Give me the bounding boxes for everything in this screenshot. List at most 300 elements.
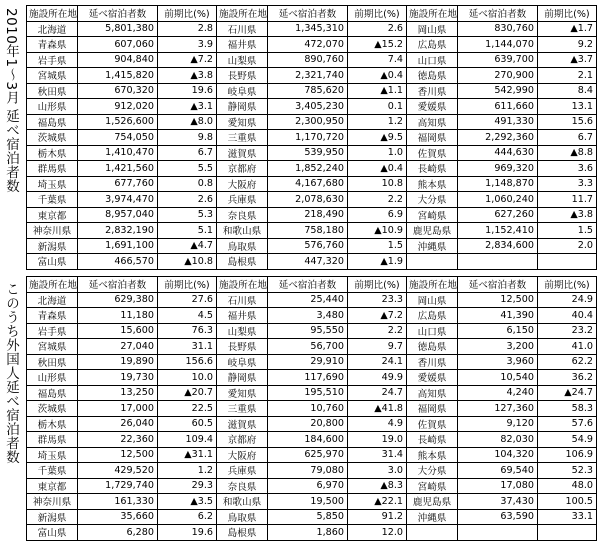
guests-cell: 6,150	[458, 323, 538, 339]
guests-cell: 447,320	[268, 254, 348, 270]
prefecture-cell: 山形県	[27, 370, 78, 386]
table-row	[27, 447, 597, 463]
guests-cell: 20,800	[268, 416, 348, 432]
header-location: 施設所在地	[27, 6, 78, 22]
ratio-cell: 23.2	[538, 323, 597, 339]
prefecture-cell: 沖縄県	[407, 238, 458, 254]
table-row	[27, 494, 597, 510]
ratio-cell: 5.5	[158, 161, 217, 177]
prefecture-cell: 島根県	[217, 254, 268, 270]
guests-cell: 63,590	[458, 509, 538, 525]
guests-cell: 19,890	[78, 354, 158, 370]
ratio-cell: ▲24.7	[538, 385, 597, 401]
guests-cell: 8,957,040	[78, 207, 158, 223]
header-ratio: 前期比(%)	[348, 277, 407, 293]
ratio-cell: ▲8.0	[158, 114, 217, 130]
ratio-cell: 6.2	[158, 509, 217, 525]
prefecture-cell: 静岡県	[217, 99, 268, 115]
ratio-cell: 33.1	[538, 509, 597, 525]
ratio-cell: ▲8.8	[538, 145, 597, 161]
header-ratio: 前期比(%)	[538, 277, 597, 293]
ratio-cell: 4.5	[158, 308, 217, 324]
ratio-cell: 5.3	[158, 207, 217, 223]
prefecture-cell: 秋田県	[27, 354, 78, 370]
guests-cell: 127,360	[458, 401, 538, 417]
table-row	[27, 176, 597, 192]
prefecture-cell	[407, 254, 458, 270]
ratio-cell: ▲7.2	[348, 308, 407, 324]
prefecture-cell: 千葉県	[27, 192, 78, 208]
header-guests: 延べ宿泊者数	[78, 6, 158, 22]
prefecture-cell: 大阪府	[217, 176, 268, 192]
header-guests: 延べ宿泊者数	[268, 6, 348, 22]
table-row	[27, 254, 597, 270]
ratio-cell: 1.5	[538, 223, 597, 239]
table-row	[27, 354, 597, 370]
prefecture-cell: 埼玉県	[27, 447, 78, 463]
guests-cell: 466,570	[78, 254, 158, 270]
ratio-cell: 0.8	[158, 176, 217, 192]
prefecture-cell: 鹿児島県	[407, 494, 458, 510]
guests-cell: 1,170,720	[268, 130, 348, 146]
prefecture-cell: 宮崎県	[407, 478, 458, 494]
guests-cell: 69,540	[458, 463, 538, 479]
table-row	[27, 223, 597, 239]
total-guests-table	[26, 5, 597, 270]
guests-cell: 5,801,380	[78, 21, 158, 37]
ratio-cell: 13.1	[538, 99, 597, 115]
ratio-cell: ▲3.7	[538, 52, 597, 68]
guests-cell: 56,700	[268, 339, 348, 355]
ratio-cell: ▲0.4	[348, 68, 407, 84]
guests-cell: 830,760	[458, 21, 538, 37]
prefecture-cell: 栃木県	[27, 416, 78, 432]
prefecture-cell: 愛知県	[217, 385, 268, 401]
prefecture-cell: 富山県	[27, 525, 78, 541]
table-row	[27, 339, 597, 355]
prefecture-cell: 京都府	[217, 161, 268, 177]
prefecture-cell: 福岡県	[407, 130, 458, 146]
table-row	[27, 238, 597, 254]
prefecture-cell: 鳥取県	[217, 238, 268, 254]
guests-cell: 270,900	[458, 68, 538, 84]
table-row	[27, 401, 597, 417]
prefecture-cell: 福井県	[217, 308, 268, 324]
prefecture-cell: 栃木県	[27, 145, 78, 161]
ratio-cell: 2.6	[158, 192, 217, 208]
ratio-cell: ▲3.8	[158, 68, 217, 84]
table-row	[27, 37, 597, 53]
prefecture-cell: 熊本県	[407, 176, 458, 192]
guests-cell: 12,500	[458, 292, 538, 308]
guests-cell: 37,430	[458, 494, 538, 510]
header-ratio: 前期比(%)	[538, 6, 597, 22]
guests-cell: 472,070	[268, 37, 348, 53]
prefecture-cell: 岩手県	[27, 323, 78, 339]
ratio-cell: 3.9	[158, 37, 217, 53]
guests-cell: 10,760	[268, 401, 348, 417]
prefecture-cell: 佐賀県	[407, 416, 458, 432]
guests-cell: 17,000	[78, 401, 158, 417]
prefecture-cell: 愛媛県	[407, 99, 458, 115]
guests-cell: 1,852,240	[268, 161, 348, 177]
ratio-cell: 2.1	[538, 68, 597, 84]
guests-cell: 1,144,070	[458, 37, 538, 53]
table-row	[27, 130, 597, 146]
ratio-cell: 24.7	[348, 385, 407, 401]
guests-cell: 1,345,310	[268, 21, 348, 37]
ratio-cell: 1.5	[348, 238, 407, 254]
prefecture-cell: 滋賀県	[217, 145, 268, 161]
guests-cell: 2,292,360	[458, 130, 538, 146]
table-row	[27, 416, 597, 432]
guests-cell: 10,540	[458, 370, 538, 386]
prefecture-cell: 島根県	[217, 525, 268, 541]
prefecture-cell: 長野県	[217, 68, 268, 84]
guests-cell: 3,405,230	[268, 99, 348, 115]
table-row	[27, 99, 597, 115]
ratio-cell: 1.2	[348, 114, 407, 130]
table-row	[27, 308, 597, 324]
prefecture-cell: 長野県	[217, 339, 268, 355]
prefecture-cell: 岡山県	[407, 292, 458, 308]
header-ratio: 前期比(%)	[158, 6, 217, 22]
prefecture-cell: 埼玉県	[27, 176, 78, 192]
guests-cell	[458, 525, 538, 541]
guests-cell: 29,910	[268, 354, 348, 370]
prefecture-cell: 秋田県	[27, 83, 78, 99]
ratio-cell: 40.4	[538, 308, 597, 324]
prefecture-cell: 鹿児島県	[407, 223, 458, 239]
header-location: 施設所在地	[217, 6, 268, 22]
prefecture-cell: 愛知県	[217, 114, 268, 130]
ratio-cell: 49.9	[348, 370, 407, 386]
ratio-cell: 9.7	[348, 339, 407, 355]
prefecture-cell: 千葉県	[27, 463, 78, 479]
ratio-cell: 19.0	[348, 432, 407, 448]
guests-cell: 27,040	[78, 339, 158, 355]
ratio-cell: 3.3	[538, 176, 597, 192]
prefecture-cell: 青森県	[27, 37, 78, 53]
prefecture-cell: 神奈川県	[27, 223, 78, 239]
prefecture-cell: 沖縄県	[407, 509, 458, 525]
ratio-cell: 24.9	[538, 292, 597, 308]
guests-cell: 670,320	[78, 83, 158, 99]
prefecture-cell: 群馬県	[27, 161, 78, 177]
prefecture-cell: 高知県	[407, 385, 458, 401]
ratio-cell: 3.0	[348, 463, 407, 479]
ratio-cell: ▲3.8	[538, 207, 597, 223]
prefecture-cell: 茨城県	[27, 401, 78, 417]
table-row	[27, 68, 597, 84]
table-row	[27, 370, 597, 386]
guests-cell: 13,250	[78, 385, 158, 401]
ratio-cell: 10.8	[348, 176, 407, 192]
guests-cell: 1,729,740	[78, 478, 158, 494]
prefecture-cell: 奈良県	[217, 207, 268, 223]
ratio-cell	[538, 525, 597, 541]
ratio-cell: 2.2	[348, 323, 407, 339]
prefecture-cell: 宮城県	[27, 339, 78, 355]
guests-cell: 2,832,190	[78, 223, 158, 239]
ratio-cell: 62.2	[538, 354, 597, 370]
prefecture-cell: 和歌山県	[217, 223, 268, 239]
guests-cell: 3,200	[458, 339, 538, 355]
prefecture-cell: 長崎県	[407, 161, 458, 177]
prefecture-cell: 岐阜県	[217, 354, 268, 370]
guests-cell: 218,490	[268, 207, 348, 223]
header-row	[27, 277, 597, 293]
prefecture-cell: 山口県	[407, 323, 458, 339]
guests-cell: 2,321,740	[268, 68, 348, 84]
ratio-cell: ▲3.5	[158, 494, 217, 510]
ratio-cell: 27.6	[158, 292, 217, 308]
prefecture-cell: 鳥取県	[217, 509, 268, 525]
prefecture-cell: 佐賀県	[407, 145, 458, 161]
guests-cell: 22,360	[78, 432, 158, 448]
header-guests: 延べ宿泊者数	[78, 277, 158, 293]
table-row	[27, 478, 597, 494]
prefecture-cell: 富山県	[27, 254, 78, 270]
prefecture-cell: 滋賀県	[217, 416, 268, 432]
table2-title: このうち外国人延べ宿泊者数	[3, 282, 19, 464]
ratio-cell: ▲15.2	[348, 37, 407, 53]
ratio-cell: ▲31.1	[158, 447, 217, 463]
ratio-cell: 48.0	[538, 478, 597, 494]
guests-cell: 1,415,820	[78, 68, 158, 84]
header-guests: 延べ宿泊者数	[458, 277, 538, 293]
ratio-cell: 156.6	[158, 354, 217, 370]
table-row	[27, 114, 597, 130]
prefecture-cell: 熊本県	[407, 447, 458, 463]
header-location: 施設所在地	[407, 6, 458, 22]
prefecture-cell: 大分県	[407, 192, 458, 208]
ratio-cell: 31.1	[158, 339, 217, 355]
ratio-cell: 22.5	[158, 401, 217, 417]
guests-cell: 629,380	[78, 292, 158, 308]
prefecture-cell: 石川県	[217, 21, 268, 37]
guests-cell: 184,600	[268, 432, 348, 448]
prefecture-cell: 山梨県	[217, 323, 268, 339]
ratio-cell: 10.0	[158, 370, 217, 386]
prefecture-cell	[407, 525, 458, 541]
prefecture-cell: 青森県	[27, 308, 78, 324]
table-row	[27, 52, 597, 68]
table-row	[27, 509, 597, 525]
prefecture-cell: 三重県	[217, 130, 268, 146]
table-row	[27, 463, 597, 479]
ratio-cell: 23.3	[348, 292, 407, 308]
prefecture-cell: 兵庫県	[217, 463, 268, 479]
ratio-cell: ▲20.7	[158, 385, 217, 401]
guests-cell: 95,550	[268, 323, 348, 339]
ratio-cell: 109.4	[158, 432, 217, 448]
guests-cell: 3,480	[268, 308, 348, 324]
guests-cell: 890,760	[268, 52, 348, 68]
guests-cell: 611,660	[458, 99, 538, 115]
prefecture-cell: 岐阜県	[217, 83, 268, 99]
ratio-cell: ▲3.1	[158, 99, 217, 115]
table-row	[27, 385, 597, 401]
guests-cell: 35,660	[78, 509, 158, 525]
header-ratio: 前期比(%)	[348, 6, 407, 22]
guests-cell: 1,152,410	[458, 223, 538, 239]
table-row	[27, 192, 597, 208]
header-row	[27, 6, 597, 22]
prefecture-cell: 大分県	[407, 463, 458, 479]
prefecture-cell: 高知県	[407, 114, 458, 130]
prefecture-cell: 徳島県	[407, 339, 458, 355]
prefecture-cell: 神奈川県	[27, 494, 78, 510]
ratio-cell: ▲8.3	[348, 478, 407, 494]
header-location: 施設所在地	[217, 277, 268, 293]
guests-cell: 195,510	[268, 385, 348, 401]
ratio-cell	[538, 254, 597, 270]
prefecture-cell: 山形県	[27, 99, 78, 115]
ratio-cell: 1.2	[158, 463, 217, 479]
guests-cell: 677,760	[78, 176, 158, 192]
ratio-cell: 19.6	[158, 83, 217, 99]
ratio-cell: ▲0.4	[348, 161, 407, 177]
ratio-cell: 0.1	[348, 99, 407, 115]
ratio-cell: 19.6	[158, 525, 217, 541]
prefecture-cell: 大阪府	[217, 447, 268, 463]
ratio-cell: 12.0	[348, 525, 407, 541]
prefecture-cell: 香川県	[407, 354, 458, 370]
prefecture-cell: 長崎県	[407, 432, 458, 448]
prefecture-cell: 徳島県	[407, 68, 458, 84]
prefecture-cell: 宮城県	[27, 68, 78, 84]
ratio-cell: ▲1.1	[348, 83, 407, 99]
guests-cell: 117,690	[268, 370, 348, 386]
guests-cell: 444,630	[458, 145, 538, 161]
prefecture-cell: 東京都	[27, 207, 78, 223]
guests-cell: 3,960	[458, 354, 538, 370]
prefecture-cell: 広島県	[407, 308, 458, 324]
prefecture-cell: 福島県	[27, 385, 78, 401]
table1-title: 2010年1〜3月 延べ宿泊者数	[3, 8, 19, 194]
ratio-cell: ▲10.8	[158, 254, 217, 270]
ratio-cell: 9.2	[538, 37, 597, 53]
prefecture-cell: 石川県	[217, 292, 268, 308]
ratio-cell: 58.3	[538, 401, 597, 417]
prefecture-cell: 愛媛県	[407, 370, 458, 386]
guests-cell: 1,421,560	[78, 161, 158, 177]
ratio-cell: ▲10.9	[348, 223, 407, 239]
table-row	[27, 21, 597, 37]
prefecture-cell: 奈良県	[217, 478, 268, 494]
guests-cell: 1,860	[268, 525, 348, 541]
prefecture-cell: 新潟県	[27, 238, 78, 254]
ratio-cell: 5.1	[158, 223, 217, 239]
guests-cell: 26,040	[78, 416, 158, 432]
ratio-cell: 31.4	[348, 447, 407, 463]
guests-cell: 904,840	[78, 52, 158, 68]
ratio-cell: 100.5	[538, 494, 597, 510]
ratio-cell: 1.0	[348, 145, 407, 161]
prefecture-cell: 新潟県	[27, 509, 78, 525]
guests-cell: 4,167,680	[268, 176, 348, 192]
header-guests: 延べ宿泊者数	[268, 277, 348, 293]
ratio-cell: ▲9.5	[348, 130, 407, 146]
table-row	[27, 161, 597, 177]
ratio-cell: 57.6	[538, 416, 597, 432]
guests-cell: 1,060,240	[458, 192, 538, 208]
prefecture-cell: 福島県	[27, 114, 78, 130]
guests-cell: 1,526,600	[78, 114, 158, 130]
prefecture-cell: 香川県	[407, 83, 458, 99]
prefecture-cell: 京都府	[217, 432, 268, 448]
ratio-cell: 15.6	[538, 114, 597, 130]
ratio-cell: 54.9	[538, 432, 597, 448]
ratio-cell: 29.3	[158, 478, 217, 494]
ratio-cell: 91.2	[348, 509, 407, 525]
table-row	[27, 207, 597, 223]
table-row	[27, 145, 597, 161]
ratio-cell: 3.6	[538, 161, 597, 177]
guests-cell: 607,060	[78, 37, 158, 53]
ratio-cell: ▲4.7	[158, 238, 217, 254]
guests-cell: 491,330	[458, 114, 538, 130]
ratio-cell: 11.7	[538, 192, 597, 208]
ratio-cell: 2.8	[158, 21, 217, 37]
guests-cell: 429,520	[78, 463, 158, 479]
header-location: 施設所在地	[407, 277, 458, 293]
guests-cell: 969,320	[458, 161, 538, 177]
table-row	[27, 323, 597, 339]
ratio-cell: 2.2	[348, 192, 407, 208]
guests-cell: 11,180	[78, 308, 158, 324]
guests-cell: 6,280	[78, 525, 158, 541]
ratio-cell: 2.6	[348, 21, 407, 37]
guests-cell	[458, 254, 538, 270]
prefecture-cell: 宮崎県	[407, 207, 458, 223]
guests-cell: 627,260	[458, 207, 538, 223]
prefecture-cell: 北海道	[27, 292, 78, 308]
ratio-cell: 4.9	[348, 416, 407, 432]
guests-cell: 5,850	[268, 509, 348, 525]
header-location: 施設所在地	[27, 277, 78, 293]
prefecture-cell: 群馬県	[27, 432, 78, 448]
prefecture-cell: 広島県	[407, 37, 458, 53]
guests-cell: 19,730	[78, 370, 158, 386]
ratio-cell: 76.3	[158, 323, 217, 339]
guests-cell: 2,300,950	[268, 114, 348, 130]
table-row	[27, 432, 597, 448]
prefecture-cell: 福井県	[217, 37, 268, 53]
prefecture-cell: 和歌山県	[217, 494, 268, 510]
ratio-cell: 60.5	[158, 416, 217, 432]
guests-cell: 3,974,470	[78, 192, 158, 208]
ratio-cell: 24.1	[348, 354, 407, 370]
prefecture-cell: 岩手県	[27, 52, 78, 68]
guests-cell: 9,120	[458, 416, 538, 432]
ratio-cell: 6.7	[538, 130, 597, 146]
prefecture-cell: 福岡県	[407, 401, 458, 417]
ratio-cell: ▲22.1	[348, 494, 407, 510]
ratio-cell: ▲1.7	[538, 21, 597, 37]
ratio-cell: 36.2	[538, 370, 597, 386]
prefecture-cell: 静岡県	[217, 370, 268, 386]
guests-cell: 542,990	[458, 83, 538, 99]
table-row	[27, 525, 597, 541]
guests-cell: 79,080	[268, 463, 348, 479]
table-row	[27, 292, 597, 308]
ratio-cell: ▲7.2	[158, 52, 217, 68]
prefecture-cell: 山梨県	[217, 52, 268, 68]
guests-cell: 25,440	[268, 292, 348, 308]
ratio-cell: ▲41.8	[348, 401, 407, 417]
